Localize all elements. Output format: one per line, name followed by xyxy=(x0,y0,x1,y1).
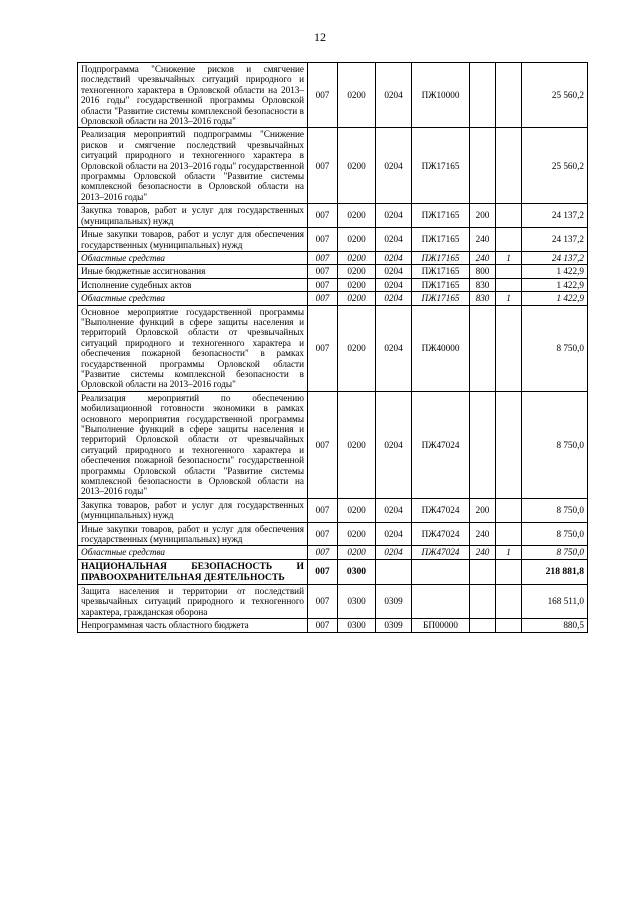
row-description: Защита населения и территории от последствий чрезвычайных ситуаций природного и техногенного характера, гражданская оборона xyxy=(78,584,308,618)
cell-target-article: ПЖ17165 xyxy=(412,228,470,252)
cell-ved-code: 007 xyxy=(308,305,338,391)
cell-section-code: 0200 xyxy=(338,292,376,305)
cell-section-code: 0200 xyxy=(338,128,376,204)
cell-expense-type xyxy=(470,584,496,618)
cell-target-article: БП00000 xyxy=(412,619,470,632)
cell-amount: 8 750,0 xyxy=(522,522,588,546)
cell-expense-type: 240 xyxy=(470,522,496,546)
cell-ved-code: 007 xyxy=(308,278,338,291)
cell-expense-type: 240 xyxy=(470,546,496,559)
cell-amount: 25 560,2 xyxy=(522,128,588,204)
cell-section-code: 0300 xyxy=(338,584,376,618)
cell-ved-code: 007 xyxy=(308,228,338,252)
cell-subsection-code xyxy=(376,559,412,584)
cell-target-article: ПЖ17165 xyxy=(412,292,470,305)
cell-expense-type xyxy=(470,619,496,632)
cell-target-article: ПЖ17165 xyxy=(412,265,470,278)
cell-funding-source xyxy=(496,584,522,618)
cell-section-code: 0200 xyxy=(338,522,376,546)
table-row xyxy=(78,619,588,632)
table-row xyxy=(78,63,588,128)
row-description: Иные закупки товаров, работ и услуг для обеспечения государственных (муниципальных) нужд xyxy=(78,228,308,252)
cell-subsection-code: 0309 xyxy=(376,619,412,632)
cell-target-article: ПЖ10000 xyxy=(412,63,470,128)
cell-ved-code: 007 xyxy=(308,63,338,128)
row-description: Иные бюджетные ассигнования xyxy=(78,265,308,278)
row-description: Непрограммная часть областного бюджета xyxy=(78,619,308,632)
cell-subsection-code: 0204 xyxy=(376,498,412,522)
row-description: Закупка товаров, работ и услуг для государственных (муниципальных) нужд xyxy=(78,498,308,522)
cell-amount: 218 881,8 xyxy=(522,559,588,584)
page-number: 12 xyxy=(314,30,326,44)
cell-subsection-code: 0204 xyxy=(376,128,412,204)
cell-subsection-code: 0204 xyxy=(376,265,412,278)
cell-subsection-code: 0204 xyxy=(376,546,412,559)
cell-target-article: ПЖ47024 xyxy=(412,391,470,498)
cell-section-code: 0200 xyxy=(338,305,376,391)
table-row xyxy=(78,522,588,546)
table-row xyxy=(78,584,588,618)
cell-section-code: 0300 xyxy=(338,619,376,632)
cell-ved-code: 007 xyxy=(308,584,338,618)
table-row xyxy=(78,559,588,584)
cell-amount: 8 750,0 xyxy=(522,305,588,391)
cell-amount: 1 422,9 xyxy=(522,292,588,305)
table-row xyxy=(78,204,588,228)
cell-amount: 25 560,2 xyxy=(522,63,588,128)
table-body xyxy=(78,63,588,633)
cell-section-code: 0200 xyxy=(338,265,376,278)
cell-amount: 168 511,0 xyxy=(522,584,588,618)
cell-ved-code: 007 xyxy=(308,559,338,584)
cell-section-code: 0200 xyxy=(338,228,376,252)
cell-expense-type xyxy=(470,63,496,128)
cell-expense-type xyxy=(470,559,496,584)
cell-funding-source xyxy=(496,619,522,632)
cell-expense-type: 200 xyxy=(470,498,496,522)
cell-expense-type: 830 xyxy=(470,278,496,291)
cell-amount: 24 137,2 xyxy=(522,204,588,228)
cell-target-article: ПЖ17165 xyxy=(412,128,470,204)
cell-subsection-code: 0204 xyxy=(376,251,412,264)
row-description: Основное мероприятие государственной программы "Выполнение функций в сфере защиты населения и территорий Орловской области от чрезвычайных ситуаций природного и техногенного характера и обеспечения пожарной безопасности" в рамках государственной программы Орловской области "Развитие системы комплексной безопасности в Орловской области на 2013–2016 годы" xyxy=(78,305,308,391)
cell-expense-type: 830 xyxy=(470,292,496,305)
cell-amount: 24 137,2 xyxy=(522,228,588,252)
table-row xyxy=(78,391,588,498)
row-description: Исполнение судебных актов xyxy=(78,278,308,291)
cell-section-code: 0200 xyxy=(338,63,376,128)
cell-section-code: 0200 xyxy=(338,278,376,291)
table-row xyxy=(78,278,588,291)
cell-ved-code: 007 xyxy=(308,498,338,522)
cell-expense-type xyxy=(470,305,496,391)
table-row xyxy=(78,546,588,559)
cell-target-article xyxy=(412,584,470,618)
cell-amount: 8 750,0 xyxy=(522,546,588,559)
row-description: Областные средства xyxy=(78,292,308,305)
cell-funding-source xyxy=(496,228,522,252)
cell-subsection-code: 0204 xyxy=(376,278,412,291)
cell-funding-source xyxy=(496,204,522,228)
cell-target-article: ПЖ40000 xyxy=(412,305,470,391)
cell-target-article: ПЖ47024 xyxy=(412,546,470,559)
cell-subsection-code: 0204 xyxy=(376,292,412,305)
row-description: Областные средства xyxy=(78,546,308,559)
cell-expense-type xyxy=(470,391,496,498)
cell-ved-code: 007 xyxy=(308,251,338,264)
cell-ved-code: 007 xyxy=(308,128,338,204)
table-row xyxy=(78,498,588,522)
table-row xyxy=(78,251,588,264)
cell-section-code: 0200 xyxy=(338,391,376,498)
cell-funding-source xyxy=(496,498,522,522)
table-row xyxy=(78,228,588,252)
cell-amount: 8 750,0 xyxy=(522,391,588,498)
cell-funding-source: 1 xyxy=(496,251,522,264)
row-description: Реализация мероприятий подпрограммы "Снижение рисков и смягчение последствий чрезвычайных ситуаций природного и техногенного характера в Орловской области на 2013–2016 годы" государственной программы Орловской области "Развитие системы комплексной безопасности в Орловской области на 2013–2016 годы" xyxy=(78,128,308,204)
cell-section-code: 0200 xyxy=(338,498,376,522)
cell-ved-code: 007 xyxy=(308,292,338,305)
cell-expense-type: 200 xyxy=(470,204,496,228)
cell-ved-code: 007 xyxy=(308,265,338,278)
cell-subsection-code: 0309 xyxy=(376,584,412,618)
cell-funding-source xyxy=(496,391,522,498)
cell-expense-type: 800 xyxy=(470,265,496,278)
cell-amount: 1 422,9 xyxy=(522,278,588,291)
row-description: НАЦИОНАЛЬНАЯ БЕЗОПАСНОСТЬ И ПРАВООХРАНИТЕЛЬНАЯ ДЕЯТЕЛЬНОСТЬ xyxy=(78,559,308,584)
cell-funding-source xyxy=(496,63,522,128)
cell-funding-source: 1 xyxy=(496,546,522,559)
cell-subsection-code: 0204 xyxy=(376,391,412,498)
table-row xyxy=(78,265,588,278)
row-description: Областные средства xyxy=(78,251,308,264)
cell-expense-type xyxy=(470,128,496,204)
cell-section-code: 0200 xyxy=(338,204,376,228)
cell-section-code: 0300 xyxy=(338,559,376,584)
cell-subsection-code: 0204 xyxy=(376,305,412,391)
cell-target-article: ПЖ17165 xyxy=(412,278,470,291)
cell-ved-code: 007 xyxy=(308,391,338,498)
cell-target-article: ПЖ17165 xyxy=(412,251,470,264)
cell-subsection-code: 0204 xyxy=(376,522,412,546)
cell-amount: 880,5 xyxy=(522,619,588,632)
table-row xyxy=(78,292,588,305)
cell-funding-source: 1 xyxy=(496,292,522,305)
cell-subsection-code: 0204 xyxy=(376,63,412,128)
cell-funding-source xyxy=(496,265,522,278)
cell-funding-source xyxy=(496,278,522,291)
cell-target-article: ПЖ47024 xyxy=(412,522,470,546)
budget-table xyxy=(77,62,588,633)
cell-subsection-code: 0204 xyxy=(376,228,412,252)
cell-amount: 24 137,2 xyxy=(522,251,588,264)
cell-funding-source xyxy=(496,305,522,391)
cell-section-code: 0200 xyxy=(338,251,376,264)
cell-expense-type: 240 xyxy=(470,251,496,264)
row-description: Иные закупки товаров, работ и услуг для обеспечения государственных (муниципальных) нужд xyxy=(78,522,308,546)
cell-funding-source xyxy=(496,128,522,204)
cell-amount: 1 422,9 xyxy=(522,265,588,278)
cell-funding-source xyxy=(496,522,522,546)
cell-expense-type: 240 xyxy=(470,228,496,252)
cell-target-article: ПЖ17165 xyxy=(412,204,470,228)
cell-ved-code: 007 xyxy=(308,522,338,546)
table-row xyxy=(78,128,588,204)
cell-target-article xyxy=(412,559,470,584)
cell-funding-source xyxy=(496,559,522,584)
row-description: Подпрограмма "Снижение рисков и смягчение последствий чрезвычайных ситуаций природного и техногенного характера в Орловской области на 2013–2016 годы" государственной программы Орловской области "Развитие системы комплексной безопасности в Орловской области на 2013–2016 годы" xyxy=(78,63,308,128)
row-description: Закупка товаров, работ и услуг для государственных (муниципальных) нужд xyxy=(78,204,308,228)
cell-ved-code: 007 xyxy=(308,204,338,228)
cell-subsection-code: 0204 xyxy=(376,204,412,228)
cell-ved-code: 007 xyxy=(308,546,338,559)
cell-amount: 8 750,0 xyxy=(522,498,588,522)
table-row xyxy=(78,305,588,391)
cell-ved-code: 007 xyxy=(308,619,338,632)
cell-section-code: 0200 xyxy=(338,546,376,559)
row-description: Реализация мероприятий по обеспечению мобилизационной готовности экономики в рамках основного мероприятия государственной программы "Выполнение функций в сфере защиты населения и территорий Орловской области от чрезвычайных ситуаций природного и техногенного характера и обеспечения пожарной безопасности" государственной программы Орловской области "Развитие системы комплексной безопасности в Орловской области на 2013–2016 годы" xyxy=(78,391,308,498)
cell-target-article: ПЖ47024 xyxy=(412,498,470,522)
